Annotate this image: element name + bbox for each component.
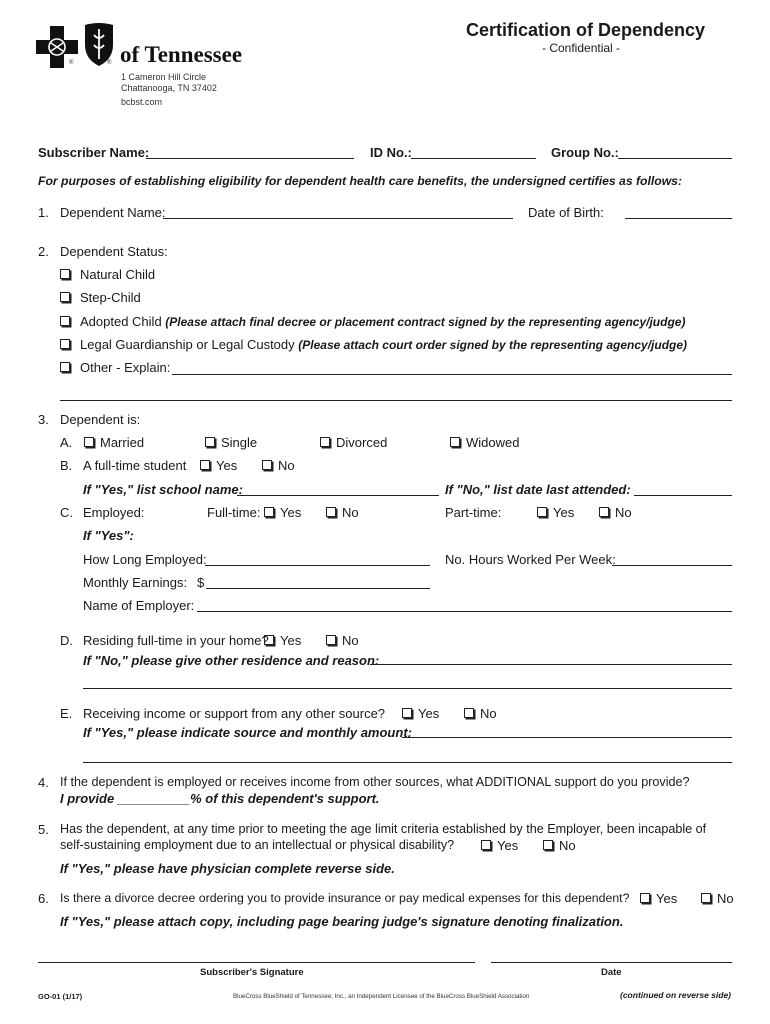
additional-support-question: If the dependent is employed or receives income from other sources, what ADDITIONAL support do you provide?: [60, 775, 690, 789]
income-no-label: No: [480, 706, 497, 721]
subscriber-signature-label: Subscriber's Signature: [200, 967, 304, 978]
registered-mark: ®: [69, 60, 74, 66]
other-explain-field[interactable]: [172, 374, 732, 375]
income-no-option[interactable]: [464, 706, 497, 721]
adopted-child-note: (Please attach final decree or placement contract signed by the representing agency/judge): [165, 315, 686, 329]
disability-question-line-2: self-sustaining employment due to an intellectual or physical disability?: [60, 838, 455, 852]
residing-no-label: No: [342, 633, 359, 648]
residence-reason-field[interactable]: [370, 664, 732, 665]
disability-no-checkbox[interactable]: [543, 840, 553, 850]
parttime-no-checkbox[interactable]: [599, 507, 609, 517]
fulltime-yes-label: Yes: [280, 505, 302, 520]
divorced-option[interactable]: [320, 435, 387, 450]
monthly-earnings-label: Monthly Earnings:: [83, 575, 188, 590]
item-e-letter: E.: [60, 706, 73, 721]
other-explain-field-2[interactable]: [60, 400, 732, 401]
married-checkbox[interactable]: [84, 437, 94, 447]
dollar-sign: $: [197, 575, 205, 590]
student-yes-checkbox[interactable]: [200, 460, 210, 470]
group-no-field[interactable]: [618, 158, 732, 159]
date-of-birth-label: Date of Birth:: [528, 205, 604, 220]
natural-child-option[interactable]: [60, 267, 155, 282]
legal-guardianship-option[interactable]: [60, 337, 687, 352]
parttime-yes-checkbox[interactable]: [537, 507, 547, 517]
disability-yes-option[interactable]: [481, 838, 518, 853]
other-checkbox[interactable]: [60, 362, 70, 372]
married-option[interactable]: [84, 435, 144, 450]
divorce-decree-question: Is there a divorce decree ordering you to provide insurance or pay medical expenses for this dependent?: [60, 891, 630, 905]
divorced-checkbox[interactable]: [320, 437, 330, 447]
license-statement: BlueCross BlueShield of Tennessee, Inc., an Independent Licensee of the BlueCross BlueShield Association: [233, 993, 530, 1000]
date-field[interactable]: [491, 962, 732, 963]
residing-no-option[interactable]: [326, 633, 359, 648]
residing-yes-checkbox[interactable]: [264, 635, 274, 645]
adopted-child-checkbox[interactable]: [60, 316, 70, 326]
adopted-child-label: Adopted Child: [80, 314, 162, 329]
hours-per-week-field[interactable]: [612, 565, 732, 566]
residence-reason-label: If "No," please give other residence and reason:: [83, 653, 380, 668]
form-number: GO-01 (1/17): [38, 992, 83, 1001]
parttime-no-option[interactable]: [599, 505, 632, 520]
part-time-label: Part-time:: [445, 505, 502, 520]
disability-yes-checkbox[interactable]: [481, 840, 491, 850]
employed-label: Employed:: [83, 505, 145, 520]
intro-text: For purposes of establishing eligibility for dependent health care benefits, the undersigned certifies as follows:: [38, 174, 683, 188]
registered-mark-2: ®: [107, 60, 112, 66]
student-no-option[interactable]: [262, 458, 295, 473]
single-checkbox[interactable]: [205, 437, 215, 447]
continued-note: (continued on reverse side): [620, 990, 731, 1000]
fulltime-no-label: No: [342, 505, 359, 520]
hours-per-week-label: No. Hours Worked Per Week:: [445, 552, 616, 567]
step-child-label: Step-Child: [80, 290, 141, 305]
step-child-checkbox[interactable]: [60, 292, 70, 302]
student-yes-label: Yes: [216, 458, 238, 473]
decree-no-option[interactable]: [701, 891, 734, 906]
date-last-attended-label: If "No," list date last attended:: [445, 482, 631, 497]
dependent-status-label: Dependent Status:: [60, 244, 168, 259]
id-no-label: ID No.:: [370, 145, 412, 160]
school-name-label: If "Yes," list school name:: [83, 482, 243, 497]
legal-guardianship-label: Legal Guardianship or Legal Custody: [80, 337, 295, 352]
natural-child-label: Natural Child: [80, 267, 156, 282]
employer-name-label: Name of Employer:: [83, 598, 195, 613]
student-no-label: No: [278, 458, 295, 473]
income-source-field-2[interactable]: [83, 762, 732, 763]
subscriber-name-field[interactable]: [146, 158, 354, 159]
address-line-2: Chattanooga, TN 37402: [121, 83, 217, 93]
decree-no-checkbox[interactable]: [701, 893, 711, 903]
monthly-earnings-field[interactable]: [206, 588, 430, 589]
residing-no-checkbox[interactable]: [326, 635, 336, 645]
step-child-option[interactable]: [60, 290, 141, 305]
student-no-checkbox[interactable]: [262, 460, 272, 470]
income-yes-option[interactable]: [402, 706, 439, 721]
decree-yes-checkbox[interactable]: [640, 893, 650, 903]
full-time-label: Full-time:: [207, 505, 261, 520]
subscriber-signature-field[interactable]: [38, 962, 475, 963]
fulltime-no-option[interactable]: [326, 505, 359, 520]
subscriber-name-label: Subscriber Name:: [38, 145, 150, 160]
decree-yes-label: Yes: [656, 891, 678, 906]
parttime-yes-label: Yes: [553, 505, 575, 520]
fulltime-yes-option[interactable]: [264, 505, 301, 520]
income-source-field[interactable]: [402, 737, 732, 738]
student-yes-option[interactable]: [200, 458, 237, 473]
income-yes-checkbox[interactable]: [402, 708, 412, 718]
decree-attach-note: If "Yes," please attach copy, including page bearing judge's signature denoting finalization.: [60, 914, 624, 929]
natural-child-checkbox[interactable]: [60, 269, 70, 279]
dependent-is-label: Dependent is:: [60, 412, 141, 427]
date-of-birth-field[interactable]: [625, 218, 732, 219]
fulltime-student-label: A full-time student: [83, 458, 187, 473]
id-no-field[interactable]: [411, 158, 536, 159]
disability-no-option[interactable]: [543, 838, 576, 853]
group-no-label: Group No.:: [551, 145, 619, 160]
dependent-name-label: Dependent Name:: [60, 205, 166, 220]
how-long-employed-label: How Long Employed:: [83, 552, 207, 567]
section-4-number: 4.: [38, 775, 49, 790]
website: bcbst.com: [121, 97, 163, 107]
residing-yes-option[interactable]: [264, 633, 301, 648]
item-a-letter: A.: [60, 435, 73, 450]
section-3-number: 3.: [38, 412, 49, 427]
residing-label: Residing full-time in your home?: [83, 633, 269, 648]
residence-reason-field-2[interactable]: [83, 688, 732, 689]
other-explain-label: Other - Explain:: [80, 360, 171, 375]
page-title: Certification of Dependency: [466, 20, 706, 40]
parttime-yes-option[interactable]: [537, 505, 574, 520]
widowed-option[interactable]: [450, 435, 519, 450]
address-line-1: 1 Cameron Hill Circle: [121, 72, 207, 82]
adopted-child-option[interactable]: [60, 314, 685, 329]
fulltime-no-checkbox[interactable]: [326, 507, 336, 517]
income-source-label: If "Yes," please indicate source and monthly amount:: [83, 725, 412, 740]
section-6-number: 6.: [38, 891, 49, 906]
section-2-number: 2.: [38, 244, 49, 259]
date-last-attended-field[interactable]: [634, 495, 732, 496]
org-name: of Tennessee: [120, 42, 243, 67]
decree-no-label: No: [717, 891, 734, 906]
support-percentage-label: I provide __________% of this dependent's support.: [60, 791, 380, 806]
page-subtitle: - Confidential -: [542, 41, 621, 55]
single-option[interactable]: [205, 435, 257, 450]
receiving-income-label: Receiving income or support from any other source?: [83, 706, 386, 721]
divorced-label: Divorced: [336, 435, 388, 450]
date-label: Date: [601, 967, 622, 978]
item-d-letter: D.: [60, 633, 73, 648]
section-1-number: 1.: [38, 205, 49, 220]
fulltime-yes-checkbox[interactable]: [264, 507, 274, 517]
married-label: Married: [100, 435, 145, 450]
physician-note: If "Yes," please have physician complete reverse side.: [60, 861, 395, 876]
residing-yes-label: Yes: [280, 633, 302, 648]
legal-guardianship-checkbox[interactable]: [60, 339, 70, 349]
disability-no-label: No: [559, 838, 576, 853]
school-name-field[interactable]: [237, 495, 439, 496]
widowed-checkbox[interactable]: [450, 437, 460, 447]
income-no-checkbox[interactable]: [464, 708, 474, 718]
disability-yes-label: Yes: [497, 838, 519, 853]
if-yes-label: If "Yes":: [83, 528, 134, 543]
decree-yes-option[interactable]: [640, 891, 677, 906]
single-label: Single: [221, 435, 258, 450]
widowed-label: Widowed: [466, 435, 520, 450]
employer-name-field[interactable]: [197, 611, 732, 612]
how-long-employed-field[interactable]: [205, 565, 430, 566]
other-option[interactable]: [60, 360, 170, 375]
item-c-letter: C.: [60, 505, 73, 520]
legal-guardianship-note: (Please attach court order signed by the representing agency/judge): [298, 338, 688, 352]
dependent-name-field[interactable]: [163, 218, 513, 219]
item-b-letter: B.: [60, 458, 73, 473]
disability-question-line-1: Has the dependent, at any time prior to meeting the age limit criteria established by the Employer, been incapable of: [60, 822, 707, 836]
parttime-no-label: No: [615, 505, 632, 520]
section-5-number: 5.: [38, 822, 49, 837]
income-yes-label: Yes: [418, 706, 440, 721]
